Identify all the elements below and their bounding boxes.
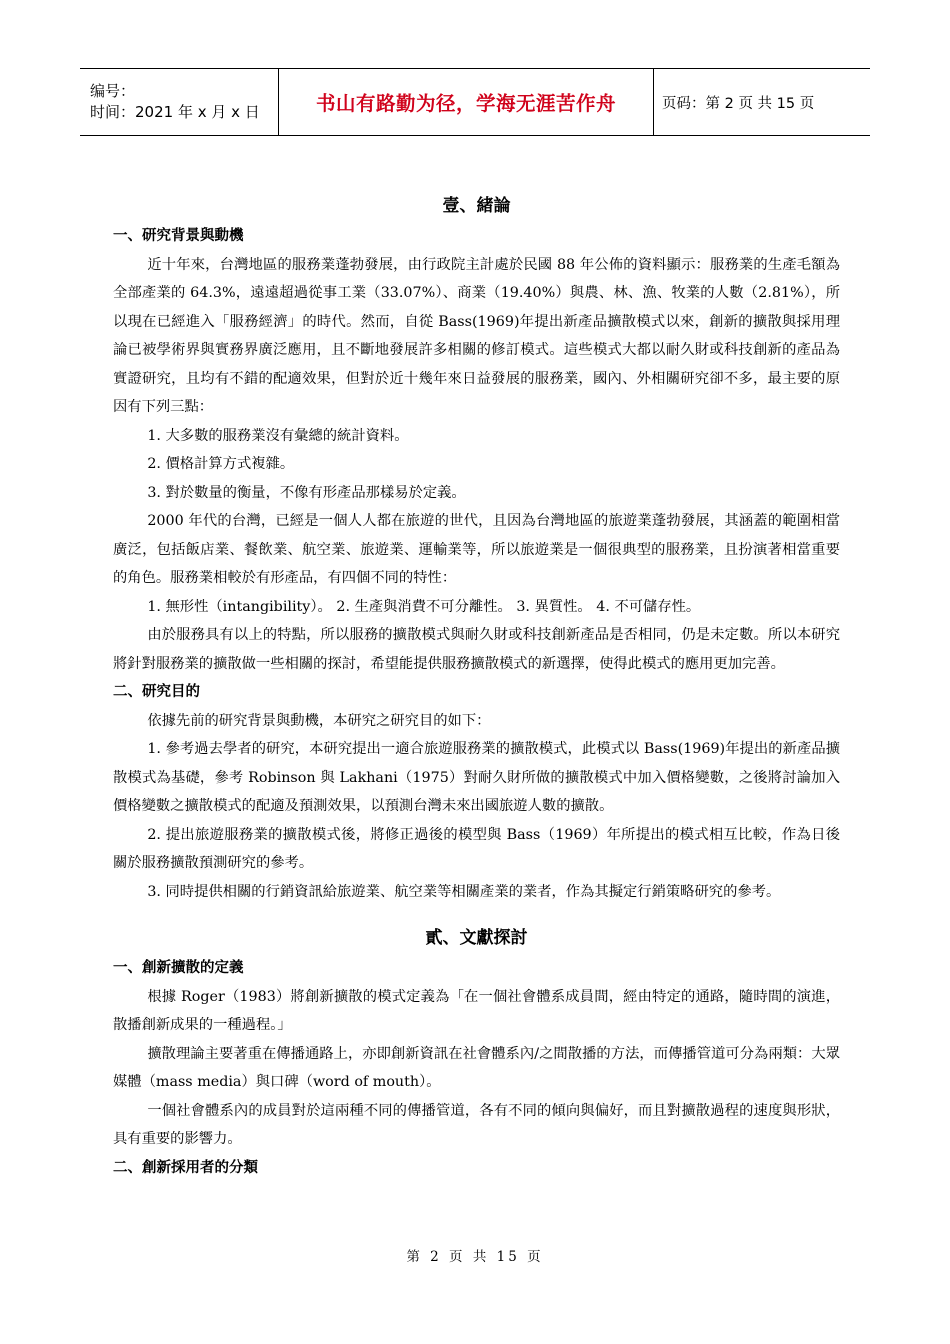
list-item: 1. 大多數的服務業沒有彙總的統計資料。: [147, 427, 409, 444]
header-meta: [80, 69, 279, 135]
heading-definition: 一、創新擴散的定義: [113, 959, 244, 976]
paragraph: 一個社會體系內的成員對於這兩種不同的傳播管道，各有不同的傾向與偏好，而且對擴散過程的速度與形狀，具有重要的影響力。: [113, 1102, 840, 1147]
list-item: 2. 提出旅遊服務業的擴散模式後，將修正過後的模型與 Bass（1969）年所提出的模式相互比較，作為日後關於服務擴散預測研究的參考。: [113, 826, 840, 871]
heading-purpose: 二、研究目的: [113, 683, 200, 700]
list-item: 1. 參考過去學者的研究，本研究提出一適合旅遊服務業的擴散模式，此模式以 Bass(1969)年提出的新產品擴散模式為基礎，參考 Robinson 與 Lakhani（1975）對耐久財所做的擴散模式中加入價格變數，之後將討論加入價格變數之擴散模式的配適及預測效果，以預測台灣未來出國旅遊人數的擴散。: [113, 741, 840, 814]
header-motto-cell: [279, 69, 654, 135]
header-motto: 书山有路勤为径，学海无涯苦作舟: [315, 92, 616, 115]
section-title-intro: 壹、緒論: [442, 196, 511, 216]
heading-adopters: 二、創新採用者的分類: [113, 1158, 258, 1176]
page-label: 页码：第 2 页 共 15 页: [662, 95, 815, 112]
paragraph: 依據先前的研究背景與動機，本研究之研究目的如下：: [147, 712, 491, 729]
paragraph: 2000 年代的台灣，已經是一個人人都在旅遊的世代，且因為台灣地區的旅遊業蓬勃發展，其涵蓋的範圍相當廣泛，包括飯店業、餐飲業、航空業、旅遊業、運輸業等，所以旅遊業是一個很典型的服務業，且扮演著相當重要的角色。服務業相較於有形產品，有四個不同的特性：: [113, 513, 840, 586]
list-item: 3. 對於數量的衡量，不像有形產品那樣易於定義。: [147, 484, 466, 501]
paragraph: 由於服務具有以上的特點，所以服務的擴散模式與耐久財或科技創新產品是否相同，仍是未定數。所以本研究將針對服務業的擴散做一些相關的探討，希望能提供服務擴散模式的新選擇，使得此模式的應用更加完善。: [113, 627, 840, 672]
header-page-cell: [654, 69, 870, 135]
heading-background: 一、研究背景與動機: [113, 227, 244, 244]
date-label: 时间：2021 年 x 月 x 日: [90, 103, 260, 121]
document-body: [113, 192, 840, 1182]
section-title-literature: 貳、文獻探討: [425, 928, 528, 948]
paragraph: 根據 Roger（1983）將創新擴散的模式定義為「在一個社會體系成員間，經由特定的通路，隨時間的演進，散播創新成果的一種過程。」: [113, 988, 840, 1033]
paragraph: 近十年來，台灣地區的服務業蓬勃發展，由行政院主計處於民國 88 年公佈的資料顯示：服務業的生產毛額為全部產業的 64.3%，遠遠超過從事工業（33.07%）、商業（19.40%）與農、林、漁、牧業的人數（2.81%），所以現在已經進入「服務經濟」的時代。然而，自從 Bass(1969)年提出新產品擴散模式以來，創新的擴散與採用理論已被學術界與實務界廣泛應用，且不斷地發展許多相關的修訂模式。這些模式大都以耐久財或科技創新的產品為實證研究，且均有不錯的配適效果，但對於近十幾年來日益發展的服務業，國內、外相關研究卻不多，最主要的原因有下列三點：: [113, 256, 840, 415]
number-label: 编号：: [90, 82, 136, 100]
traits-list: 1. 無形性（intangibility）。 2. 生產與消費不可分離性。 3. 異質性。 4. 不可儲存性。: [147, 598, 701, 615]
list-item: 3. 同時提供相關的行銷資訊給旅遊業、航空業等相關產業的業者，作為其擬定行銷策略研究的參考。: [147, 883, 781, 900]
page-footer: 第 2 页 共 15 页: [406, 1249, 544, 1265]
document-header: [80, 68, 870, 136]
paragraph: 擴散理論主要著重在傳播通路上，亦即創新資訊在社會體系內/之間散播的方法，而傳播管道可分為兩類：大眾媒體（mass media）與口碑（word of mouth）。: [113, 1045, 840, 1090]
list-item: 2. 價格計算方式複雜。: [147, 456, 295, 472]
